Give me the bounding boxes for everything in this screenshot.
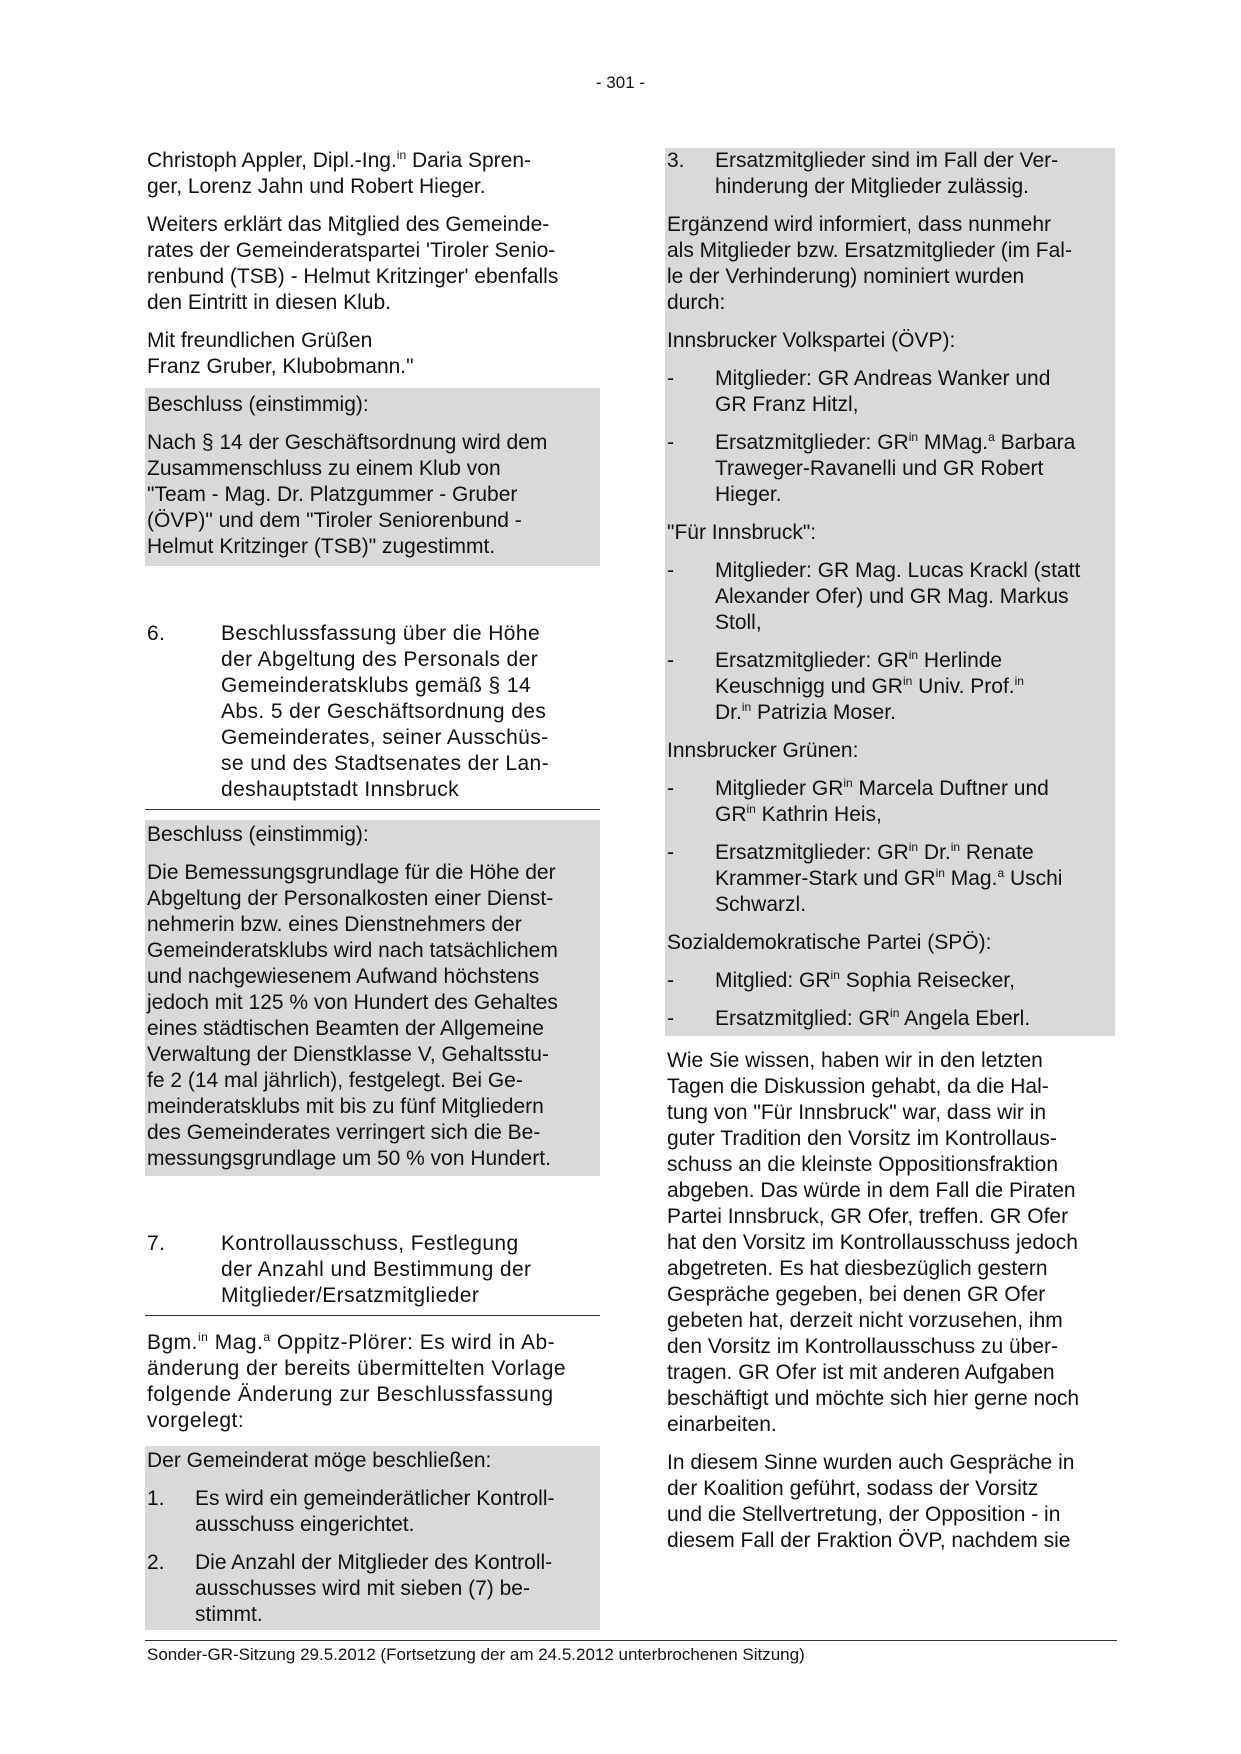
page-number: - 301 - [595,73,646,92]
gruene-members-text: Mitglieder $GR^{in}$ Marcela Duftner und $GR^{in}$ Kathrin Heis, [715,776,1049,826]
motion-number: 3. [667,149,685,172]
motion-item-3 [667,148,1111,200]
oevp-members [667,366,1111,418]
fi-substitutes-text: Ersatzmitglieder: $GR^{in}$ Herlinde Keuschnigg und $GR^{in}$ Univ. Prof.$^{in}$ Dr.$^{in}$ Patrizia Moser. [715,648,1024,724]
agenda-number: 7. [147,1232,166,1255]
coalition-paragraph: In diesem Sinne wurden auch Gespräche in der Koalition geführt, sodass der Vorsitz und die Stellvertretung, der Opposition - in diesem Fall der Fraktion ÖVP, nachdem sie [667,1451,1075,1552]
footer-divider [145,1640,1117,1641]
party-label-spoe: Sozialdemokratische Partei (SPÖ): [667,931,992,954]
dash: - [667,367,674,390]
fi-substitutes [667,648,1111,726]
spoe-substitute [667,1006,1111,1032]
left-column [145,148,600,1630]
agenda-title: Beschlussfassung über die Höhe der Abgeltung des Personals der Gemeinderatsklubs gemäß § 14 Abs. 5 der Geschäftsordnung des Gemeinderates, seiner Ausschüs- se und des Stadtsenates der Lan- deshauptstadt Innsbruck [221,622,550,801]
footer-text: Sonder-GR-Sitzung 29.5.2012 (Fortsetzung der am 24.5.2012 unterbrochenen Sitzung) [147,1645,805,1664]
motion-text: Ersatzmitglieder sind im Fall der Ver- hinderung der Mitglieder zulässig. [715,149,1059,198]
gruene-substitutes-text: Ersatzmitglieder: $GR^{in}$ Dr.$^{in}$ Renate Krammer-Stark und $GR^{in}$ Mag.$^a$ Uschi Schwarzl. [715,840,1063,916]
dash: - [667,841,674,864]
agenda-title: Kontrollausschuss, Festlegung der Anzahl und Bestimmung der Mitglieder/Ersatzmitglieder [221,1232,532,1307]
dash: - [667,559,674,582]
spoe-member [667,968,1111,994]
motion-item-1 [147,1486,596,1538]
resolution-label: Beschluss (einstimmig): [147,393,369,416]
fi-members [667,558,1111,636]
gruene-substitutes [667,840,1111,918]
discussion-paragraph: Wie Sie wissen, haben wir in den letzten Tagen die Diskussion gehabt, da die Hal- tung von "Für Innsbruck" war, dass wir in guter Tradition den Vorsitz im Kontrollaus- schuss an die kleinste Oppositionsfraktion abgeben. Das würde in dem Fall die Piraten Partei Innsbruck, GR Ofer, treffen. GR Ofer hat den Vorsitz im Kontrollausschuss jedoch abgetreten. Es hat diesbezüglich gestern Gespräche gegeben, bei denen GR Ofer gebeten hat, derzeit nicht vorzusehen, ihm den Vorsitz im Kontrollausschuss zu über- tragen. GR Ofer ist mit anderen Aufgaben beschäftigt und möchte sich hier gerne noch einarbeiten. [667,1049,1080,1436]
party-label-gruene: Innsbrucker Grünen: [667,739,859,762]
motion-item-2 [147,1550,596,1628]
dash: - [667,777,674,800]
dash: - [667,431,674,454]
agenda-number: 6. [147,622,166,645]
gruene-members [667,776,1111,828]
oevp-members-text: Mitglieder: GR Andreas Wanker und GR Franz Hitzl, [715,367,1051,416]
motion-text: Die Anzahl der Mitglieder des Kontroll- ausschusses wird mit sieben (7) be- stimmt. [195,1551,553,1626]
motion-number: 2. [147,1551,165,1574]
oevp-substitutes [667,430,1111,508]
resolution-box-2 [145,820,600,1176]
motion-number: 1. [147,1487,165,1510]
weiters-paragraph: Weiters erklärt das Mitglied des Gemeinde- rates der Gemeinderatspartei 'Tiroler Senio- renbund (TSB) - Helmut Kritzinger' ebenfalls den Eintritt in diesen Klub. [147,213,559,314]
mayor-statement: Bgm.$^{in}$ Mag.$^a$ Oppitz-Plörer: Es wird in Ab- änderung der bereits übermittelten Vorlage folgende Änderung zur Beschlussfassung vorgelegt: [147,1330,567,1432]
party-label-oevp: Innsbrucker Volkspartei (ÖVP): [667,329,956,352]
resolution-label: Beschluss (einstimmig): [147,823,369,846]
resolution-box-1 [145,388,600,566]
fi-members-text: Mitglieder: GR Mag. Lucas Krackl (statt Alexander Ofer) und GR Mag. Markus Stoll, [715,559,1081,634]
dash: - [667,649,674,672]
resolution-text: Die Bemessungsgrundlage für die Höhe der Abgeltung der Personalkosten einer Dienst- nehmerin bzw. eines Dienstnehmers der Gemeinderatsklubs wird nach tatsächlichem und nachgewiesenem Aufwand höchstens jedoch mit 125 % von Hundert des Gehaltes eines städtischen Beamten der Allgemeine Verwaltung der Dienstklasse V, Gehaltsstu- fe 2 (14 mal jährlich), festgelegt. Bei Ge- meinderatsklubs mit bis zu fünf Mitgliedern des Gemeinderates verringert sich die Be- messungsgrundlage um 50 % von Hundert. [147,861,558,1170]
agenda-item-6 [145,621,600,810]
dash: - [667,1007,674,1030]
resolution-text: Nach § 14 der Geschäftsordnung wird dem Zusammenschluss zu einem Klub von "Team - Mag. Dr. Platzgummer - Gruber (ÖVP)" und dem "Tiroler Seniorenbund - Helmut Kritzinger (TSB)" zugestimmt. [147,431,548,558]
motion-text: Es wird ein gemeinderätlicher Kontroll- ausschuss eingerichtet. [195,1487,555,1536]
motion-label: Der Gemeinderat möge beschließen: [147,1449,492,1472]
members-box [665,148,1115,1036]
agenda-item-7 [145,1231,600,1316]
supplement-paragraph: Ergänzend wird informiert, dass nunmehr als Mitglieder bzw. Ersatzmitglieder (im Fal- le der Verhinderung) nominiert wurden durch: [667,213,1072,314]
motion-box [145,1446,600,1630]
dash: - [667,969,674,992]
spoe-substitute-text: Ersatzmitglied: $GR^{in}$ Angela Eberl. [715,1006,1031,1030]
oevp-substitutes-text: Ersatzmitglieder: $GR^{in}$ MMag.$^a$ Barbara Traweger-Ravanelli und GR Robert Hieger. [715,430,1076,506]
right-column [665,148,1115,1566]
greeting-paragraph: Mit freundlichen Grüßen Franz Gruber, Klubobmann." [147,329,414,378]
spoe-member-text: Mitglied: $GR^{in}$ Sophia Reisecker, [715,968,1015,992]
party-label-fi: "Für Innsbruck": [667,521,817,544]
intro-paragraph: Christoph Appler, Dipl.-Ing.$^{in}$ Daria Spren- ger, Lorenz Jahn und Robert Hieger. [147,148,532,198]
